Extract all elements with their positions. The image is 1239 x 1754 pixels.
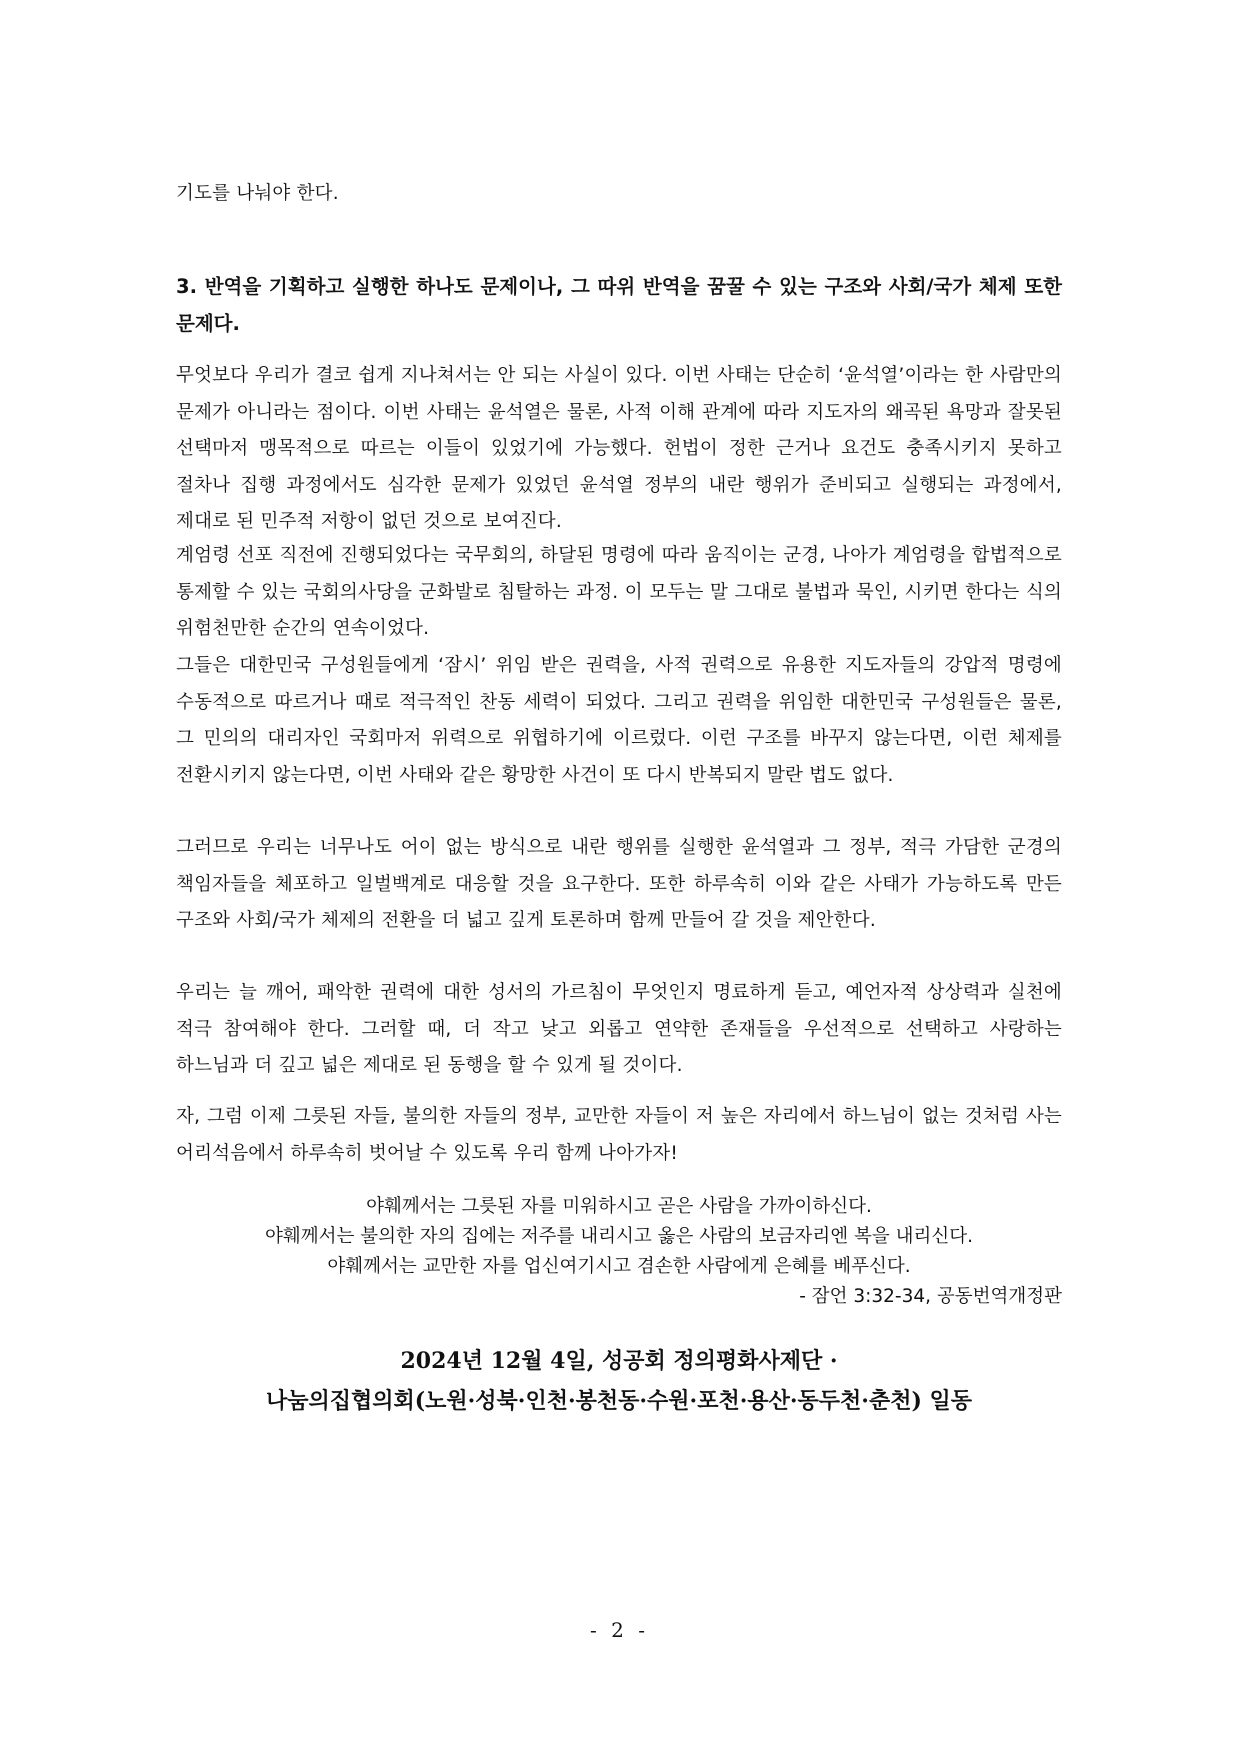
paragraph-6: 자, 그럼 이제 그릇된 자들, 불의한 자들의 정부, 교만한 자들이 저 높은 자리에서 하느님이 없는 것처럼 사는 어리석음에서 하루속히 벗어날 수 있도록 우리 함께 나아가자!: [176, 1106, 1062, 1164]
quote-line: 야훼께서는 그릇된 자를 미워하시고 곧은 사람을 가까이하신다.: [366, 1196, 872, 1217]
paragraph-1: 무엇보다 우리가 결코 쉽게 지나쳐서는 안 되는 사실이 있다. 이번 사태는 단순히 ‘윤석열’이라는 한 사람만의 문제가 아니라는 점이다. 이번 사태는 윤석열은 물론, 사적 이해 관계에 따라 지도자의 왜곡된 욕망과 잘못된 선택마저 맹목적으로 따르는 이들이 있었기에 가능했다. 헌법이 정한 근거나 요건도 충족시키지 못하고 절차나 집행 과정에서도 심각한 문제가 있었던 윤석열 정부의 내란 행위가 준비되고 실행되는 과정에서, 제대로 된 민주적 저항이 없던 것으로 보여진다.: [176, 365, 1062, 532]
signature-block: [176, 1341, 1062, 1421]
signature-org-line: 나눔의집협의회(노원·성북·인천·봉천동·수원·포천·용산·동두천·춘천) 일동: [265, 1388, 973, 1414]
continuation-text: 기도를 나눠야 한다.: [176, 183, 339, 204]
paragraph-3: 그들은 대한민국 구성원들에게 ‘잠시’ 위임 받은 권력을, 사적 권력으로 유용한 지도자들의 강압적 명령에 수동적으로 따르거나 때로 적극적인 찬동 세력이 되었다. 그리고 권력을 위임한 대한민국 구성원들은 물론, 그 민의의 대리자인 국회마저 위력으로 위협하기에 이르렀다. 이런 구조를 바꾸지 않는다면, 이런 체제를 전환시키지 않는다면, 이번 사태와 같은 황망한 사건이 또 다시 반복되지 말란 법도 없다.: [176, 655, 1062, 786]
page-number: - 2 -: [590, 1618, 649, 1642]
paragraph-5: 우리는 늘 깨어, 패악한 권력에 대한 성서의 가르침이 무엇인지 명료하게 듣고, 예언자적 상상력과 실천에 적극 참여해야 한다. 그러할 때, 더 작고 낮고 외롭고 연약한 존재들을 우선적으로 선택하고 사랑하는 하느님과 더 깊고 넓은 제대로 된 동행을 할 수 있게 될 것이다.: [176, 982, 1062, 1076]
paragraph-4: 그러므로 우리는 너무나도 어이 없는 방식으로 내란 행위를 실행한 윤석열과 그 정부, 적극 가담한 군경의 책임자들을 체포하고 일벌백계로 대응할 것을 요구한다. 또한 하루속히 이와 같은 사태가 가능하도록 만든 구조와 사회/국가 체제의 전환을 더 넓고 깊게 토론하며 함께 만들어 갈 것을 제안한다.: [176, 837, 1062, 931]
section-heading: 3. 반역을 기획하고 실행한 하나도 문제이나, 그 따위 반역을 꿈꿀 수 있는 구조와 사회/국가 체제 또한 문제다.: [176, 275, 1062, 335]
signature-date-line: 2024년 12월 4일, 성공회 정의평화사제단 ·: [400, 1348, 838, 1374]
quote-line: 야훼께서는 교만한 자를 업신여기시고 겸손한 사람에게 은혜를 베푸신다.: [327, 1256, 911, 1277]
quote-source: - 잠언 3:32-34, 공동번역개정판: [799, 1286, 1062, 1307]
scripture-quote: [176, 1192, 1062, 1282]
paragraph-2: 계엄령 선포 직전에 진행되었다는 국무회의, 하달된 명령에 따라 움직이는 군경, 나아가 계엄령을 합법적으로 통제할 수 있는 국회의사당을 군화발로 침탈하는 과정. 이 모두는 말 그대로 불법과 묵인, 시키면 한다는 식의 위험천만한 순간의 연속이었다.: [176, 545, 1062, 639]
quote-line: 야훼께서는 불의한 자의 집에는 저주를 내리시고 옳은 사람의 보금자리엔 복을 내리신다.: [264, 1226, 974, 1247]
